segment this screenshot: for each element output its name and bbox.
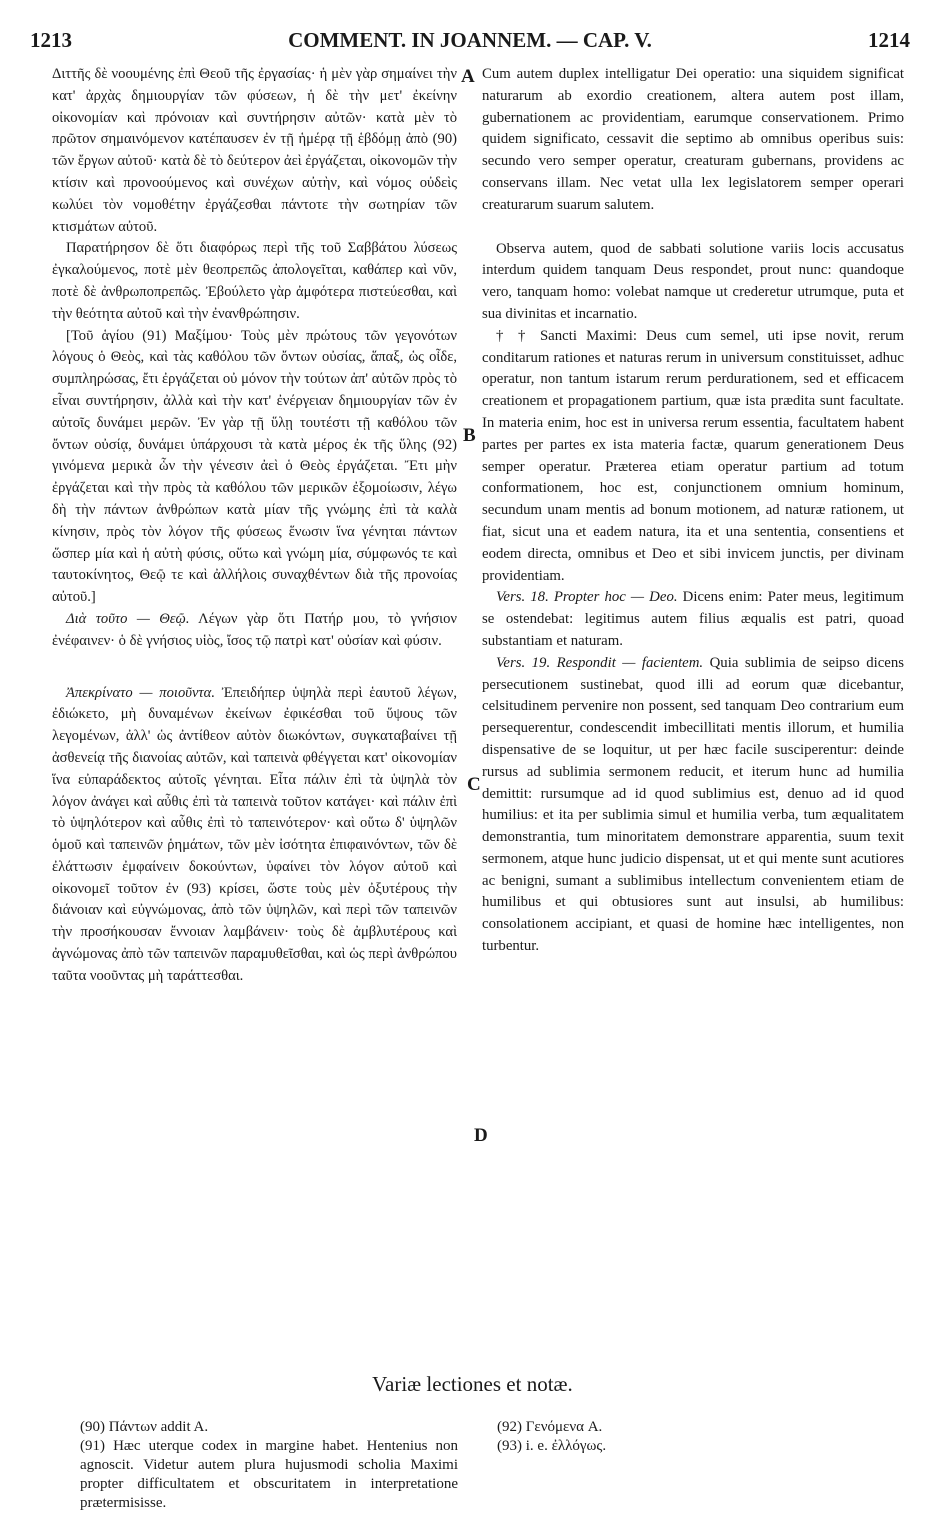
page-number-left: 1213 — [30, 28, 72, 52]
latin-lemma-4: Vers. 18. Propter hoc — Deo. — [496, 589, 678, 606]
spacer — [482, 217, 904, 239]
greek-lemma-5: Ἀπεκρίνατο — ποιοῦντα. — [66, 684, 215, 701]
margin-marker-d: D — [474, 1125, 488, 1146]
latin-column — [482, 64, 904, 958]
notes-left-column — [80, 1418, 458, 1513]
greek-paragraph-2: Παρατήρησον δὲ ὅτι διαφόρως περὶ τῆς τοῦ Σαββάτου λύσεως ἐγκαλούμενος, ποτὲ μὲν θεοπρεπῶς ἀπολογεῖται, καθάπερ καὶ νῦν, ποτὲ δὲ ἀνθρωποπρεπῶς. Ἐβούλετο γὰρ ἀμφότερα πιστεύεσθαι, καὶ τὴν θεότητα αὐτοῦ καὶ τὴν ἐνανθρώπησιν. — [52, 240, 457, 322]
margin-marker-c: C — [467, 774, 481, 795]
note-93: (93) i. e. ἐλλόγως. — [497, 1438, 607, 1454]
greek-paragraph-1: Διττῆς δὲ νοουμένης ἐπὶ Θεοῦ τῆς ἐργασίας· ἡ μὲν γὰρ σημαίνει τὴν κατ' ἀρχὰς δημιουργίαν τῶν φύσεων, ἡ δὲ τὴν μετ' ἐκείνην οἰκονομίαν καὶ πρόνοιαν καὶ συντήρησιν αὐτῶν· κατὰ μὲν τὸ πρῶτον σημαινόμενον κατέπαυσεν ἐν τῇ ἡμέρᾳ τῇ ἑβδόμῃ ἀπὸ (90) τῶν ἔργων αὐτοῦ· κατὰ δὲ τὸ δεύτερον ἀεὶ ἐργάζεται, οἰκονομῶν τὴν κτίσιν καὶ προνοούμενος καὶ συνέχων αὐτὴν, καὶ νόμος οὐδεὶς κωλύει τὸν νομοθέτην ἐργάζεσθαι πάντοτε τὴν σωτηρίαν τῶν κτισμάτων αὐτοῦ. — [52, 66, 457, 235]
latin-paragraph-3: † † Sancti Maximi: Deus cum semel, uti ipse novit, rerum conditarum rationes et naturas rerum in universum constituisset, adhuc operatur, non tantum istarum rerum perdurationem, sed et efficacem creationem et propagationem partium, quæ ista prædita sunt facultate. In materia enim, hoc est in universa rerum essentia, facultatem habent partes per partes ex ista materia factæ, quarum generationem Deus semper operatur. Præterea etiam operatur partium ad totum conformationem, hoc est, conjunctionem omnium hominum, secundum unam mentis ad bonum motionem, ad naturæ rationem, ut fiat, sicut una et eadem natura, ita et una sententia, consentiens et eodem directa, omnibus et Deo et sibi invicem junctis, per divinam providentiam. — [482, 327, 904, 584]
latin-paragraph-5 — [482, 653, 904, 958]
latin-paragraph-4 — [482, 587, 904, 652]
running-title: COMMENT. IN JOANNEM. — CAP. V. — [288, 28, 652, 52]
latin-paragraph-1: Cum autem duplex intelligatur Dei operatio: una siquidem significat naturarum ab exordio creationem, altera autem post illam, gubernationem ac providentiam, earumque conservationem. Primo quidem significato, cessavit die septimo ab omnibus operibus suis: secundo vero semper operatur, creaturam gubernans, providens ac conservans illam. Nec vetat ulla lex legislatorem semper operari creaturarum suarum salutem. — [482, 66, 904, 213]
margin-marker-a: A — [461, 66, 475, 87]
greek-paragraph-3: [Τοῦ ἁγίου (91) Μαξίμου· Τοὺς μὲν πρώτους τῶν γεγονότων λόγους ὁ Θεὸς, καὶ τὰς καθόλου τῶν ὄντων οὐσίας, ἅπαξ, ὡς οἶδε, συμπληρώσας, ἔτι ἐργάζεται οὐ μόνον τὴν τούτων ἀπ' αὐτῶν πρὸς τὸ εἶναι συντήρησιν, ἀλλὰ καὶ τὴν κατ' ἐνέργειαν δημιουργίαν τῶν ἐν αὐτοῖς δυνάμει μερῶν. Ἐν γὰρ τῇ ὕλῃ τουτέστι τῇ καθόλου τῶν ὄντων οὐσίᾳ, δυνάμει ὑπάρχουσι τὰ κατὰ μέρος ἐκ τῆς ὕλης (92) γινόμενα μερικὰ ὧν τὴν γένεσιν ἀεὶ ὁ Θεὸς ἐργάζεται. Ἔτι μὴν ἐργάζεται καὶ τὴν πρὸς τὰ καθόλου τῶν μερικῶν ἐξομοίωσιν, λέγω δὴ τὴν πάντων ἀνθρώπων κατὰ μίαν τῆς γνώμης ἐπὶ τὰ καλὰ κίνησιν, πρὸς τὸν λόγον τῆς φύσεως ἕνωσιν ἵνα γένηται πάντων ὥσπερ μία καὶ ἡ αὐτὴ φύσις, οὕτω καὶ γνώμη μία, σύμφωνός τε καὶ ταυτοκίνητος, Θεῷ τε καὶ ἀλλήλοις συναχθέντων διὰ τῆς προνοίας αὐτοῦ.] — [52, 327, 457, 606]
latin-text-5: Quia sublimia de seipso dicens persecutionem sustinebat, quod illi ad eorum quæ dicebantur, celsitudinem pervenire non possent, sed tanquam Deo contrarium eum persequerentur, condescendit imbecillitati mentis illorum, et humilia dispensative de se loquitur, ut per hæc facile susciperentur: deinde rursus ad sublimia sermonem reducit, et iterum hunc ad humilia demittit: rursumque ad id quod sublimius est, denuo ad id quod humilius: et ita per sublimia simul et humilia verba, tum æqualitatem demonstrantia, tum minoritatem demonstrare apparentia, suum texit sermonem, atque hunc judicio dispensat, ut et qui mente sunt acutiores ac benigni, sumant a sublimibus intellectum convenientem etiam de humilibus et qui obtusiores sunt aut insulsi, ab humilibus: consolationem accipiant, et quasi de homine hæc intelligentes, non turbentur. — [482, 654, 905, 955]
latin-text-4: Dicens enim: Pater meus, legitimum se ostendebat: legitimus autem filius æqualis est patri, quoad substantiam et naturam. — [482, 589, 905, 649]
greek-column — [52, 64, 457, 988]
greek-lemma-4: Διὰ τοῦτο — Θεῷ. — [66, 610, 190, 627]
greek-text-4: Λέγων γὰρ ὅτι Πατήρ μου, τὸ γνήσιον ἐνέφαινεν· ὁ δὲ γνήσιος υἱὸς, ἴσος τῷ πατρὶ κατ' οὐσίαν καὶ φύσιν. — [52, 610, 457, 649]
notes-heading: Variæ lectiones et notæ. — [372, 1372, 573, 1396]
greek-text-5: Ἐπειδήπερ ὑψηλὰ περὶ ἑαυτοῦ λέγων, ἐδιώκετο, μὴ δυναμένων ἐκείνων ἐφικέσθαι τοῦ ὕψους τῶν λεγομένων, ἀλλ' ὡς ἀντίθεον αὐτὸν διωκόντων, συγκαταβαίνει τῇ ἀσθενείᾳ τῆς διανοίας αὐτῶν, καὶ ταπεινὰ φθέγγεται κατ' οἰκονομίαν ἵνα εὐπαράδεκτος αὐτοῖς γένηται. Εἶτα πάλιν ἐπὶ τὰ ὑψηλὰ τὸν λόγον ἀνάγει καὶ αὖθις ἐπὶ τὰ ταπεινὰ τοῦτον κατάγει· καὶ πάλιν ἐπὶ τὸ ὑψηλότερον καὶ αὖθις ἐπὶ τὸ ταπεινότερον· καὶ οὕτω δ' ὑψηλῶν ὁμοῦ καὶ ταπεινῶν ῥημάτων, τῶν μὲν ἰσότητα ἐπιφαινόντων, τῶν δὲ ἐλάττωσιν ἐμφαίνειν δοκούντων, ὑφαίνει τὸν λόγον αὐτοῦ καὶ οἰκονομεῖ τοῦτον ἐν (93) κρίσει, ὥστε τοὺς μὲν ὀξυτέρους τὴν διάνοιαν καὶ εὐγνώμονας, ἀπὸ τῶν ὑψηλῶν, καὶ περὶ τῶν ταπεινῶν τὴν προσήκουσαν ἔννοιαν λαμβάνειν· τοὺς δὲ ἀμβλυτέρους καὶ ἀγνώμονας ἀπὸ τῶν ταπεινῶν παραμυθεῖσθαι, καὶ ὡς περὶ ἀνθρώπου ταῦτα νοοῦντας μὴ ταράττεσθαι. — [52, 684, 457, 984]
page-number-right: 1214 — [868, 28, 910, 52]
margin-marker-b: B — [463, 425, 476, 446]
notes-right-column — [497, 1418, 907, 1456]
note-90: (90) Πάντων addit A. — [80, 1419, 209, 1435]
page-header — [30, 28, 910, 62]
note-92: (92) Γενόμενα A. — [497, 1419, 603, 1435]
note-91: (91) Hæc uterque codex in margine habet. Hentenius non agnoscit. Videtur autem plura hujusmodi scholia Maximi propter difficultatem et obscuritatem in interpretatione prætermisisse. — [80, 1438, 458, 1511]
latin-lemma-5: Vers. 19. Respondit — facientem. — [496, 654, 704, 671]
spacer — [52, 653, 457, 683]
greek-paragraph-5 — [52, 683, 457, 988]
greek-paragraph-4 — [52, 609, 457, 653]
latin-paragraph-2: Observa autem, quod de sabbati solutione variis locis accusatus interdum quidem tanquam Deus respondet, prout nunc: quandoque vero, tanquam homo: volebat namque ut crederetur utrumque, puta et sua divinitas et incarnatio. — [482, 240, 904, 322]
